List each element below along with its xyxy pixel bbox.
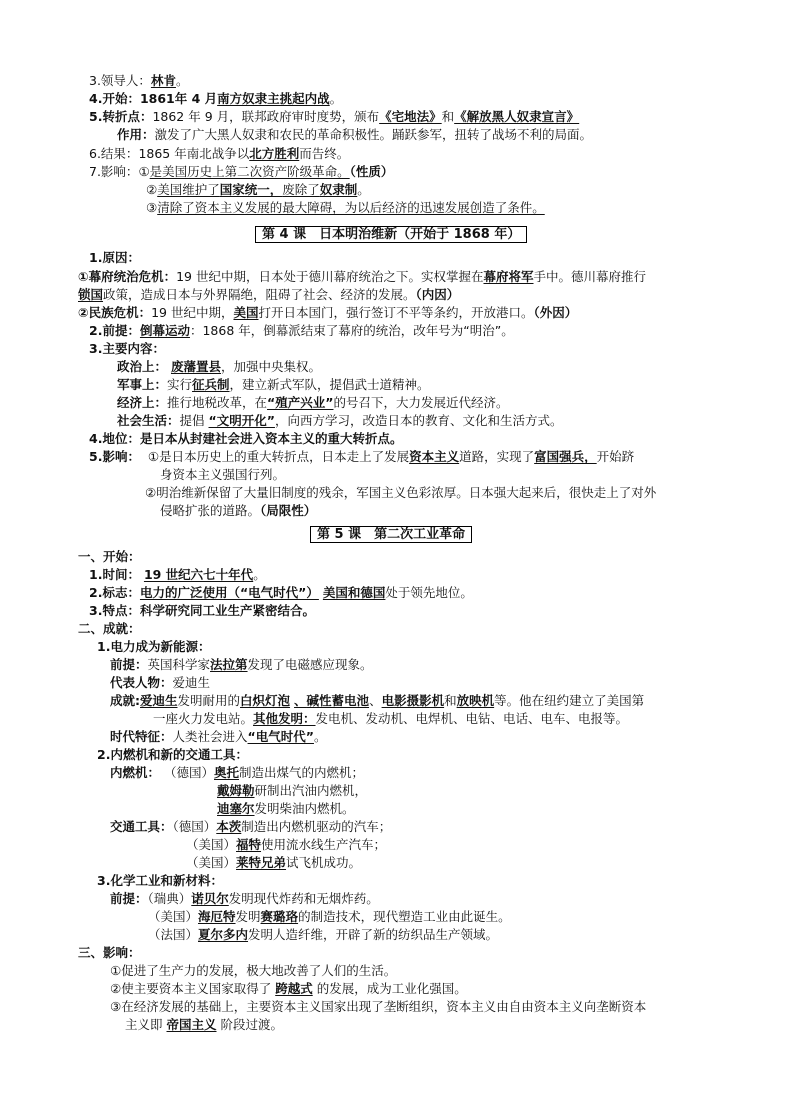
elec-ach-line2: 一座火力发电站。其他发明：发电机、发动机、电焊机、电钻、电话、电车、电报等。 xyxy=(153,711,629,726)
leader-line: 3.领导人：林肯。 xyxy=(89,73,189,88)
elec-premise-line: 前提：英国科学家法拉第发现了电磁感应现象。 xyxy=(110,657,373,672)
elec-label: 1.电力成为新能源： xyxy=(97,639,211,654)
economy-line: 经济上：推行地税改革，在“殖产兴业”的号召下，大力发展近代经济。 xyxy=(117,395,509,410)
impact-line-3: ③清除了资本主义发展的最大障碍，为以后经济的迅速发展创造了条件。 xyxy=(146,200,545,215)
impact-line-2: ②美国维护了国家统一，废除了奴隶制。 xyxy=(146,182,370,197)
l4-impact-line1: 5.影响： ①是日本历史上的重大转折点，日本走上了发展资本主义道路，实现了富国强兵，开始跻 xyxy=(89,449,635,464)
time-line: 1.时间： 19 世纪六七十年代。 xyxy=(89,567,266,582)
status-line: 4.地位：是日本从封建社会进入资本主义的重大转折点。 xyxy=(89,431,403,446)
influence-line3: ③在经济发展的基础上，主要资本主义国家出现了垄断组织，资本主义由自由资本主义向垄断资本 xyxy=(110,999,647,1014)
influence-line2: ②使主要资本主义国家取得了 跨越式 的发展，成为工业化强国。 xyxy=(110,981,467,996)
start-line: 4.开始：1861年 4 月南方奴隶主挑起内战。 xyxy=(89,91,343,106)
cause1-line2: 锁国政策，造成日本与外界隔绝，阻碍了社会、经济的发展。（内因） xyxy=(78,287,460,302)
trans-line1: 交通工具：（德国）本茨制造出内燃机驱动的汽车； xyxy=(110,819,392,834)
elec-era-line: 时代特征：人类社会进入“电气时代”。 xyxy=(110,729,327,744)
elec-ach-line1: 成就:爱迪生发明耐用的白炽灯泡 、碱性蓄电池、电影摄影机和放映机等。他在纽约建立了美国第 xyxy=(110,693,645,708)
social-line: 社会生活：提倡 “文明开化”，向西方学习，改造日本的教育、文化和生活方式。 xyxy=(117,413,563,428)
result-line: 6.结果：1865 年南北战争以北方胜利而告终。 xyxy=(89,146,350,161)
chem-line3: （法国）夏尔多内发明人造纤维，开辟了新的纺织品生产领域。 xyxy=(148,927,499,942)
chem-line2: （美国）海厄特发明赛璐珞的制造技术，现代塑造工业由此诞生。 xyxy=(148,909,511,924)
effect-line: 作用：激发了广大黑人奴隶和农民的革命积极性。踊跃参军，扭转了战场不利的局面。 xyxy=(117,127,593,142)
causes-label: 1.原因： xyxy=(89,250,140,265)
l4-impact-line4: 侵略扩张的道路。（局限性） xyxy=(160,503,317,518)
chem-label: 3.化学工业和新材料： xyxy=(97,873,223,888)
premise-line: 2.前提：倒幕运动：1868 年，倒幕派结束了幕府的统治，改年号为“明治”。 xyxy=(89,323,514,338)
ice-line2: 戴姆勒研制出汽油内燃机， xyxy=(217,783,368,798)
influence-line4: 主义即 帝国主义 阶段过渡。 xyxy=(125,1017,284,1032)
ice-label: 2.内燃机和新的交通工具： xyxy=(97,747,248,762)
s1-label: 一、开始： xyxy=(78,549,141,564)
l4-impact-line2: 身资本主义强国行列。 xyxy=(160,467,286,482)
trans-line3: （美国）莱特兄弟试飞机成功。 xyxy=(186,855,362,870)
lesson5-title: 第 5 课 第二次工业革命 xyxy=(310,526,472,544)
turning-point-line: 5.转折点：1862 年 9 月，联邦政府审时度势，颁布《宅地法》和《解放黑人奴隶宣言》 xyxy=(89,109,580,124)
ice-line3: 迪塞尔发明柴油内燃机。 xyxy=(217,801,355,816)
military-line: 军事上：实行征兵制，建立新式军队，提倡武士道精神。 xyxy=(117,377,430,392)
l4-impact-line3: ②明治维新保留了大量旧制度的残余，军国主义色彩浓厚。日本强大起来后，很快走上了对外 xyxy=(145,485,657,500)
feature-line: 3.特点：科学研究同工业生产紧密结合。 xyxy=(89,603,315,618)
chem-line1: 前提：（瑞典）诺贝尔发明现代炸药和无烟炸药。 xyxy=(110,891,379,906)
trans-line2: （美国）福特使用流水线生产汽车； xyxy=(186,837,387,852)
ice-line1: 内燃机： （德国）奥托制造出煤气的内燃机； xyxy=(110,765,365,780)
politics-line: 政治上： 废藩置县，加强中央集权。 xyxy=(117,359,322,374)
lesson4-title: 第 4 课 日本明治维新（开始于 1868 年） xyxy=(255,226,527,244)
sign-line: 2.标志：电力的广泛使用（“电气时代”） 美国和德国处于领先地位。 xyxy=(89,585,473,600)
cause1-line1: ①幕府统治危机：19 世纪中期，日本处于德川幕府统治之下。实权掌握在幕府将军手中。德川幕府推行 xyxy=(78,269,647,284)
s3-label: 三、影响： xyxy=(78,945,141,960)
s2-label: 二、成就： xyxy=(78,621,141,636)
elec-rep-line: 代表人物：爱迪生 xyxy=(110,675,211,690)
content-label: 3.主要内容： xyxy=(89,341,165,356)
influence-line1: ①促进了生产力的发展，极大地改善了人们的生活。 xyxy=(110,963,397,978)
cause2-line: ②民族危机：19 世纪中期，美国打开日本国门，强行签订不平等条约，开放港口。（外因） xyxy=(78,305,578,320)
impact-line-1: 7.影响：①是美国历史上第二次资产阶级革命。（性质） xyxy=(89,164,394,179)
